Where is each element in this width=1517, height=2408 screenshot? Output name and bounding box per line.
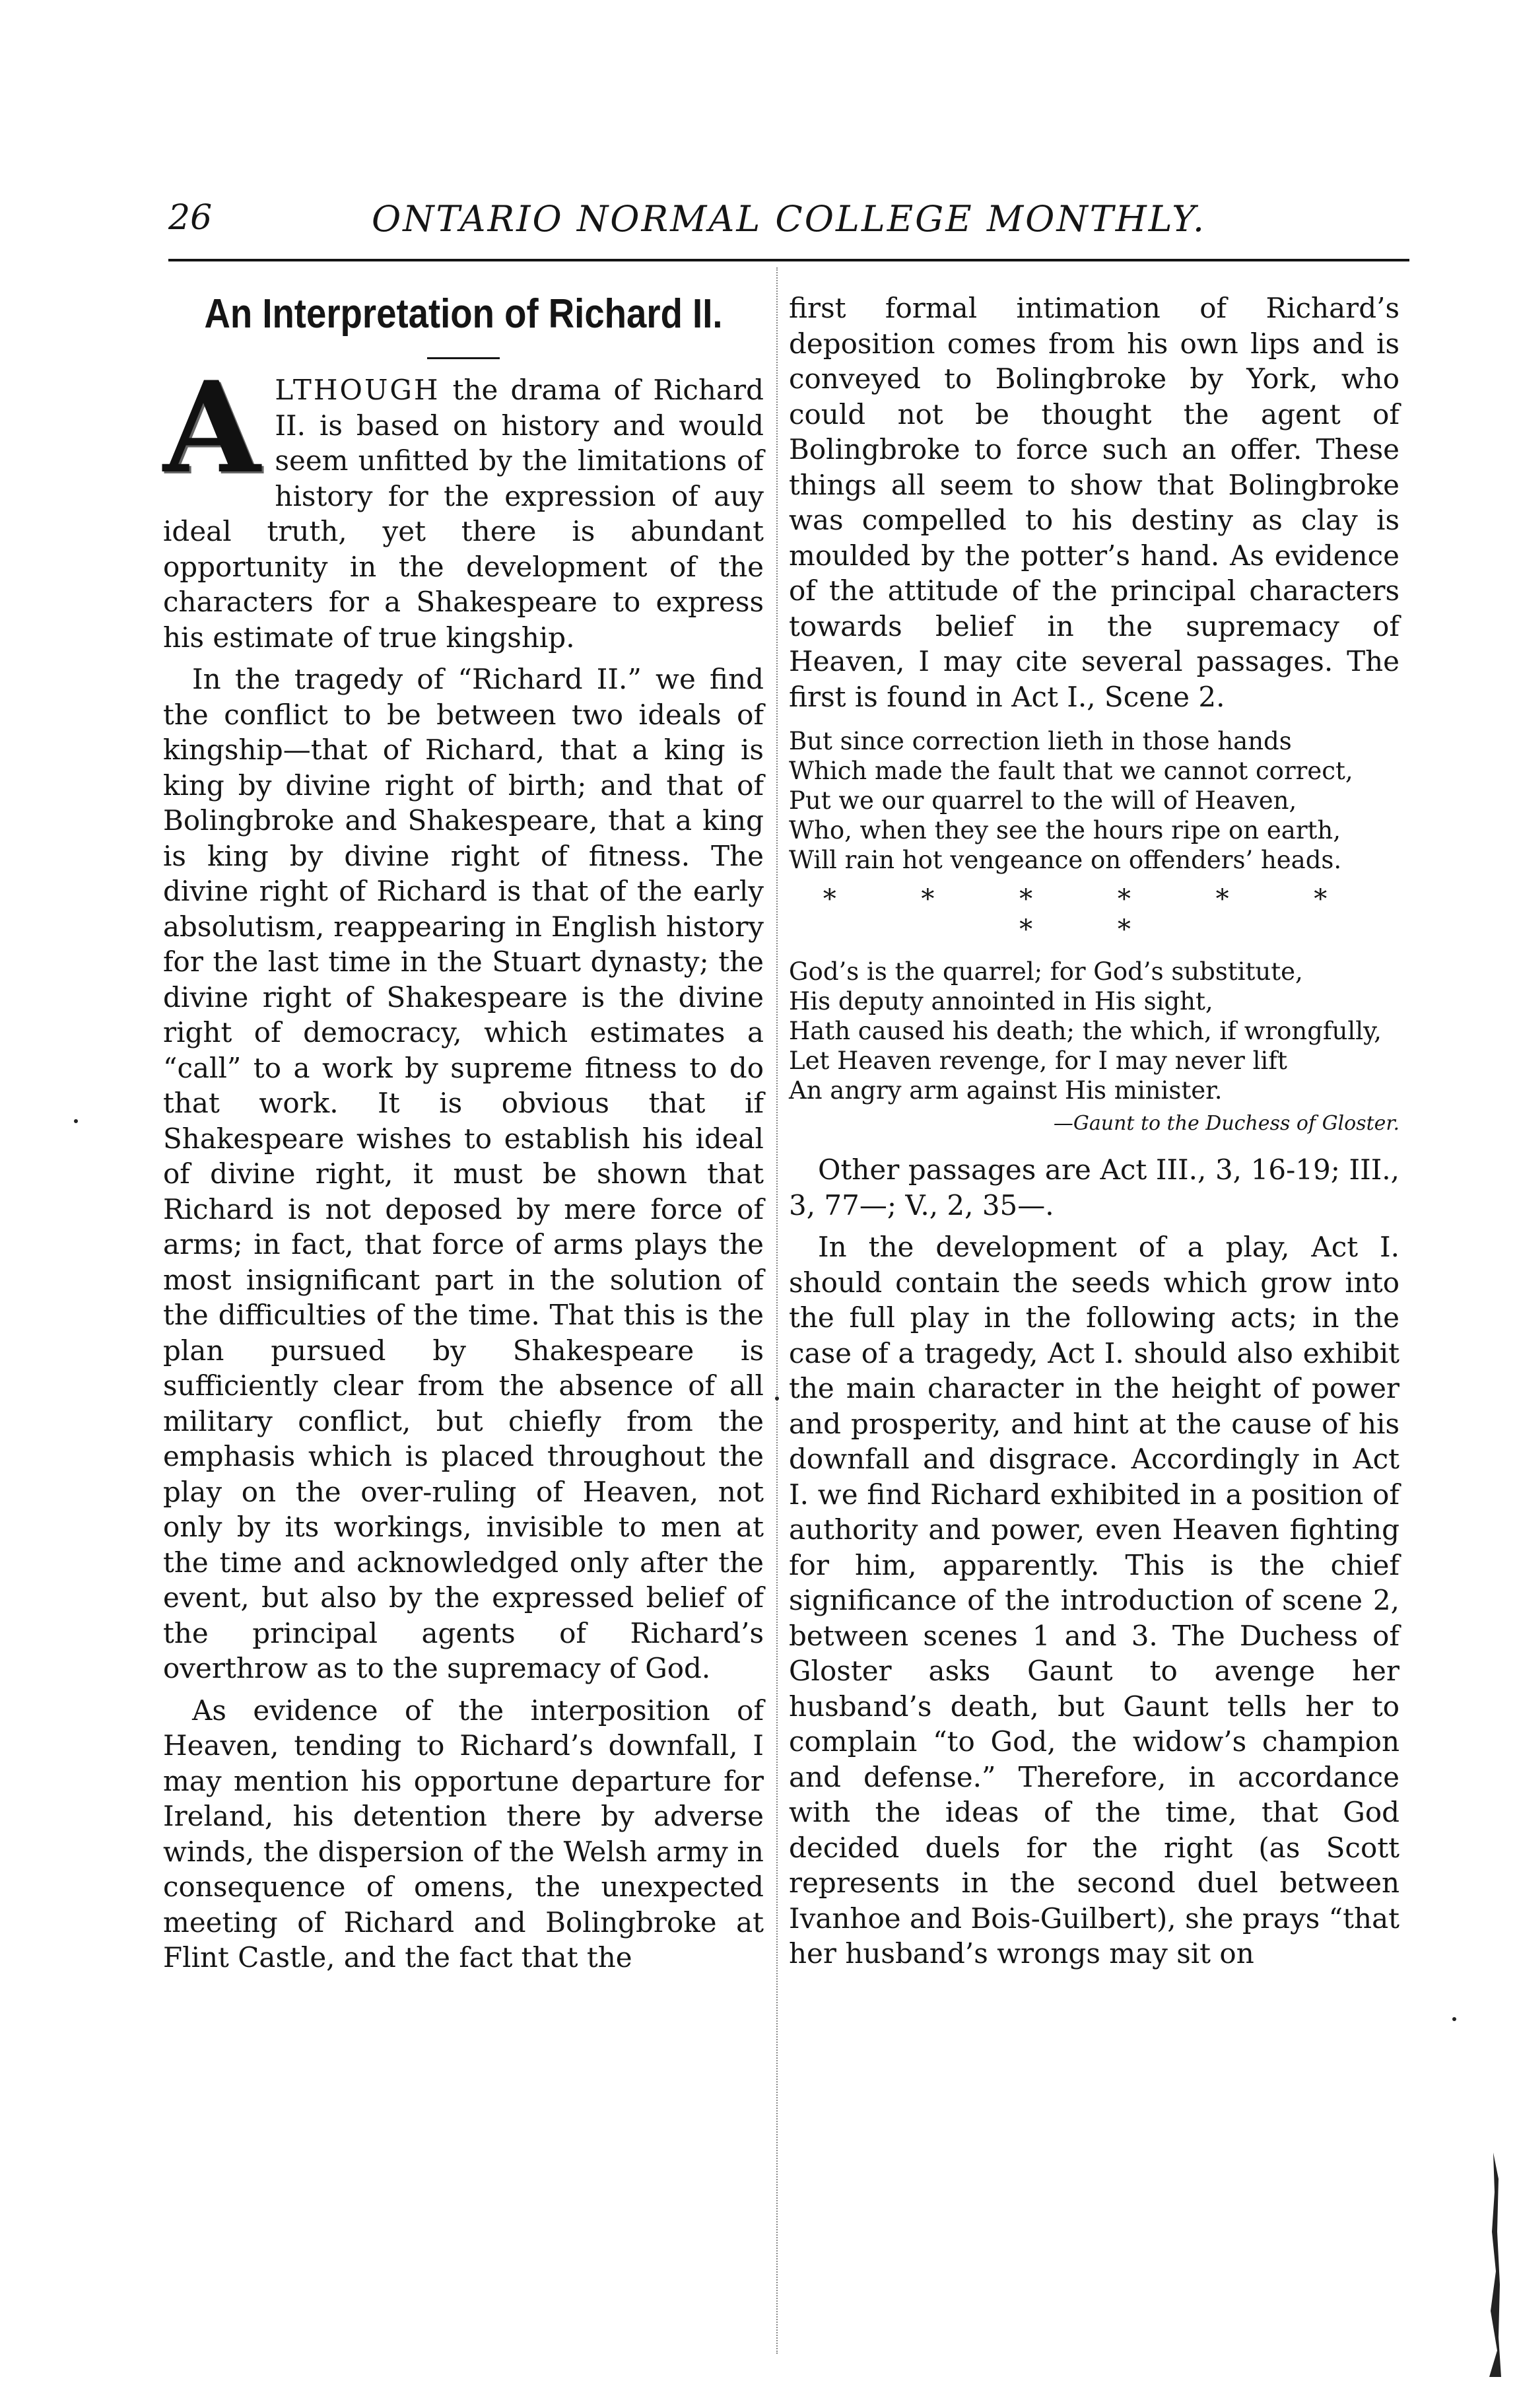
verse-line: Hath caused his death; the which, if wrongfully, xyxy=(789,1017,1382,1045)
drop-cap: A xyxy=(163,354,261,501)
verse-line: Put we our quarrel to the will of Heaven, xyxy=(789,786,1297,815)
verse-line: God’s is the quarrel; for God’s substitute, xyxy=(789,957,1303,986)
verse-quote-2 xyxy=(789,957,1399,1105)
ink-speck xyxy=(1452,2017,1456,2021)
verse-citation: —Gaunt to the Duchess of Gloster. xyxy=(1053,1112,1399,1135)
paragraph-2: In the tragedy of “Richard II.” we find the conflict to be between two ideals of kingship—that of Richard, that a king is king by divine right of birth; and that of Bolingbroke and Shakespeare, that a king is king by divine right of fitness. The divine right of Richard is that of the early absolutism, reappearing in English history for the last time in the Stuart dynasty; the divine right of Shakespeare is the divine right of democracy, which estimates a “call” to a work by supreme fitness to do that work. It is obvious that if Shakespeare wishes to establish his ideal of divine right, it must be shown that Richard is not deposed by mere force of arms; in fact, that force of arms plays the most insignificant part in the solution of the difficulties of the time. That this is the plan pursued by Shakespeare is sufficiently clear from the absence of all military conflict, but chiefly from the emphasis which is placed throughout the play on the over-ruling of Heaven, not only by its workings, invisible to men at the time and acknowledged only after the event, but also by the expressed belief of the principal agents of Richard’s overthrow as to the supremacy of God. xyxy=(163,663,764,1684)
page-header xyxy=(168,198,1409,251)
verse-line: His deputy annointed in His sight, xyxy=(789,987,1213,1015)
paragraph-1 xyxy=(163,354,764,655)
paragraph-5: In the development of a play, Act I. should contain the seeds which grow into the full play in the following acts; in the case of a tragedy, Act I. should also exhibit the main character in the height of power and prosperity, and hint at the cause of his downfall and disgrace. Accordingly in Act I. we find Richard exhibited in a position of authority and power, even Heaven fighting for him, apparently. This is the chief significance of the introduction of scene 2, between scenes 1 and 3. The Duchess of Gloster asks Gaunt to avenge her husband’s death, but Gaunt tells her to complain “to God, the widow’s champion and defense.” Therefore, in accordance with the ideas of the time, that God decided duels for the right (as Scott represents in the second duel between Ivanhoe and Bois-Guilbert), she prays “that her husband’s wrongs may sit on xyxy=(789,1231,1399,1970)
verse-line: Let Heaven revenge, for I may never lift xyxy=(789,1047,1287,1075)
left-column xyxy=(163,291,764,1982)
verse-line: But since correction lieth in those hands xyxy=(789,727,1292,755)
header-rule xyxy=(168,259,1409,261)
paragraph-1-text: the drama of Richard II. is based on history and would seem unfitted by the limitations of history for the expression of auy ideal truth, yet there is abundant opportunity in the development of the characters for a Shakespeare to express his estimate of true kingship. xyxy=(163,374,764,654)
verse-line: Who, when they see the hours ripe on earth, xyxy=(789,816,1341,844)
article-title: An Interpretation of Richard II. xyxy=(204,291,723,337)
running-title: ONTARIO NORMAL COLLEGE MONTHLY. xyxy=(371,198,1207,240)
ink-speck xyxy=(775,1396,779,1400)
verse-quote-1 xyxy=(789,726,1399,875)
scan-edge-mark xyxy=(1487,2152,1501,2377)
opening-word: LTHOUGH xyxy=(275,374,440,406)
verse-line: Will rain hot vengeance on offenders’ heads. xyxy=(789,846,1342,874)
paragraph-4: Other passages are Act III., 3, 16-19; III., 3, 77—; V., 2, 35—. xyxy=(789,1153,1399,1221)
title-rule xyxy=(427,357,500,359)
column-divider xyxy=(776,267,778,2354)
verse-line: An angry arm against His minister. xyxy=(789,1076,1223,1105)
paragraph-3-continued: first formal intimation of Richard’s deposition comes from his own lips and is conveyed to Bolingbroke by York, who could not be thought the agent of Bolingbroke to force such an offer. These things all seem to show that Bolingbroke was compelled to his destiny as clay is moulded by the potter’s hand. As evidence of the attitude of the principal characters towards belief in the supremacy of Heaven, I may cite several passages. The first is found in Act I., Scene 2. xyxy=(789,292,1399,713)
ink-speck xyxy=(74,1119,78,1123)
verse-line: Which made the fault that we cannot correct, xyxy=(789,757,1353,785)
asterisk-separator: * * * * * * * * xyxy=(823,884,1366,945)
right-column xyxy=(789,291,1399,1978)
page-number: 26 xyxy=(168,198,213,238)
paragraph-3: As evidence of the interposition of Heaven, tending to Richard’s downfall, I may mention his opportune departure for Ireland, his detention there by adverse winds, the dispersion of the Welsh army in consequence of omens, the unexpected meeting of Richard and Bolingbroke at Flint Castle, and the fact that the xyxy=(163,1694,764,1974)
